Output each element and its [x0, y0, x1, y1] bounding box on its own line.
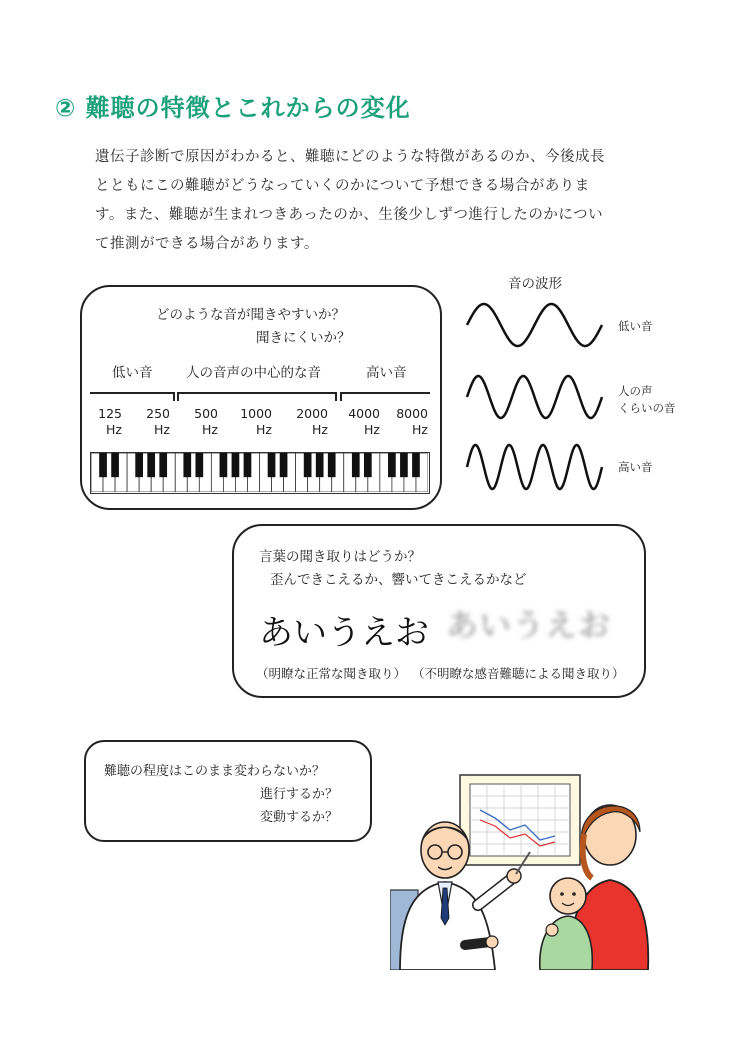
- caption-blurred: （不明瞭な感音難聴による聞き取り）: [412, 666, 625, 681]
- doctor-consultation-illustration: [390, 770, 650, 970]
- black-key: [400, 453, 408, 477]
- speech-question-1: 言葉の聞き取りはどうか？: [259, 549, 421, 565]
- degree-question-3: 変動するか？: [260, 810, 339, 825]
- black-key: [147, 453, 155, 477]
- audiogram-chart-icon: [460, 775, 580, 865]
- waveform-title: 音の波形: [508, 276, 562, 292]
- caption-clear: （明瞭な正常な聞き取り）: [256, 666, 407, 681]
- speech-question-2: 歪んできこえるか、響いてきこえるかなど: [270, 572, 527, 588]
- freq-label: 2000 Hz: [296, 406, 328, 437]
- wave-label-low: 低い音: [618, 319, 653, 333]
- black-key: [328, 453, 336, 477]
- freq-label: 4000 Hz: [348, 406, 380, 437]
- black-key: [304, 453, 312, 477]
- black-key: [183, 453, 191, 477]
- low-wave-icon: [467, 304, 602, 346]
- black-key: [195, 453, 203, 477]
- range-label-low: 低い音: [112, 365, 153, 381]
- high-wave-icon: [467, 445, 602, 489]
- range-label-high: 高い音: [366, 365, 407, 381]
- black-key: [111, 453, 119, 477]
- freq-label: 1000 Hz: [240, 406, 272, 437]
- intro-paragraph: [95, 143, 665, 259]
- black-key: [364, 453, 372, 477]
- sample-clear-text: あいうえお: [259, 613, 429, 653]
- black-key: [268, 453, 276, 477]
- intro-line: 遺伝子診断で原因がわかると、難聴にどのような特徴があるのか、今後成長: [95, 149, 605, 165]
- black-key: [99, 453, 107, 477]
- voice-wave-icon: [467, 376, 602, 418]
- frequency-question-2: 聞きにくいか？: [256, 330, 351, 346]
- black-key: [135, 453, 143, 477]
- frequency-question-1: どのような音が聞きやすいか？: [156, 307, 345, 323]
- piano-keyboard-icon: [90, 452, 430, 494]
- freq-label: 125 Hz: [98, 406, 122, 437]
- black-key: [159, 453, 167, 477]
- degree-question-2: 進行するか？: [260, 787, 339, 802]
- black-key: [388, 453, 396, 477]
- black-key: [220, 453, 228, 477]
- piano-keys: [91, 453, 428, 492]
- wave-label-voice-2: くらいの音: [618, 401, 676, 415]
- freq-label: 500 Hz: [194, 406, 218, 437]
- sample-blurred-text: あいうえお: [446, 606, 612, 644]
- black-key: [352, 453, 360, 477]
- black-key: [244, 453, 252, 477]
- section-heading: [55, 88, 411, 123]
- range-brackets: [80, 385, 442, 405]
- wave-label-high: 高い音: [618, 460, 653, 474]
- wave-label-voice-1: 人の声: [618, 384, 653, 398]
- intro-line: て推測ができる場合があります。: [95, 236, 319, 252]
- intro-line: す。また、難聴が生まれつきあったのか、生後少しずつ進行したのかについ: [95, 207, 604, 223]
- black-key: [412, 453, 420, 477]
- intro-line: とともにこの難聴がどうなっていくのかについて予想できる場合がありま: [95, 178, 590, 194]
- section-number: ②: [55, 94, 77, 122]
- black-key: [232, 453, 240, 477]
- section-title: 難聴の特徴とこれからの変化: [85, 94, 411, 122]
- freq-label: 8000 Hz: [396, 406, 428, 437]
- waveform-diagram: [462, 300, 612, 500]
- black-key: [316, 453, 324, 477]
- degree-question-1: 難聴の程度はこのまま変わらないか？: [104, 764, 326, 779]
- freq-label: 250 Hz: [146, 406, 170, 437]
- black-key: [280, 453, 288, 477]
- range-label-mid: 人の音声の中心的な音: [186, 365, 321, 381]
